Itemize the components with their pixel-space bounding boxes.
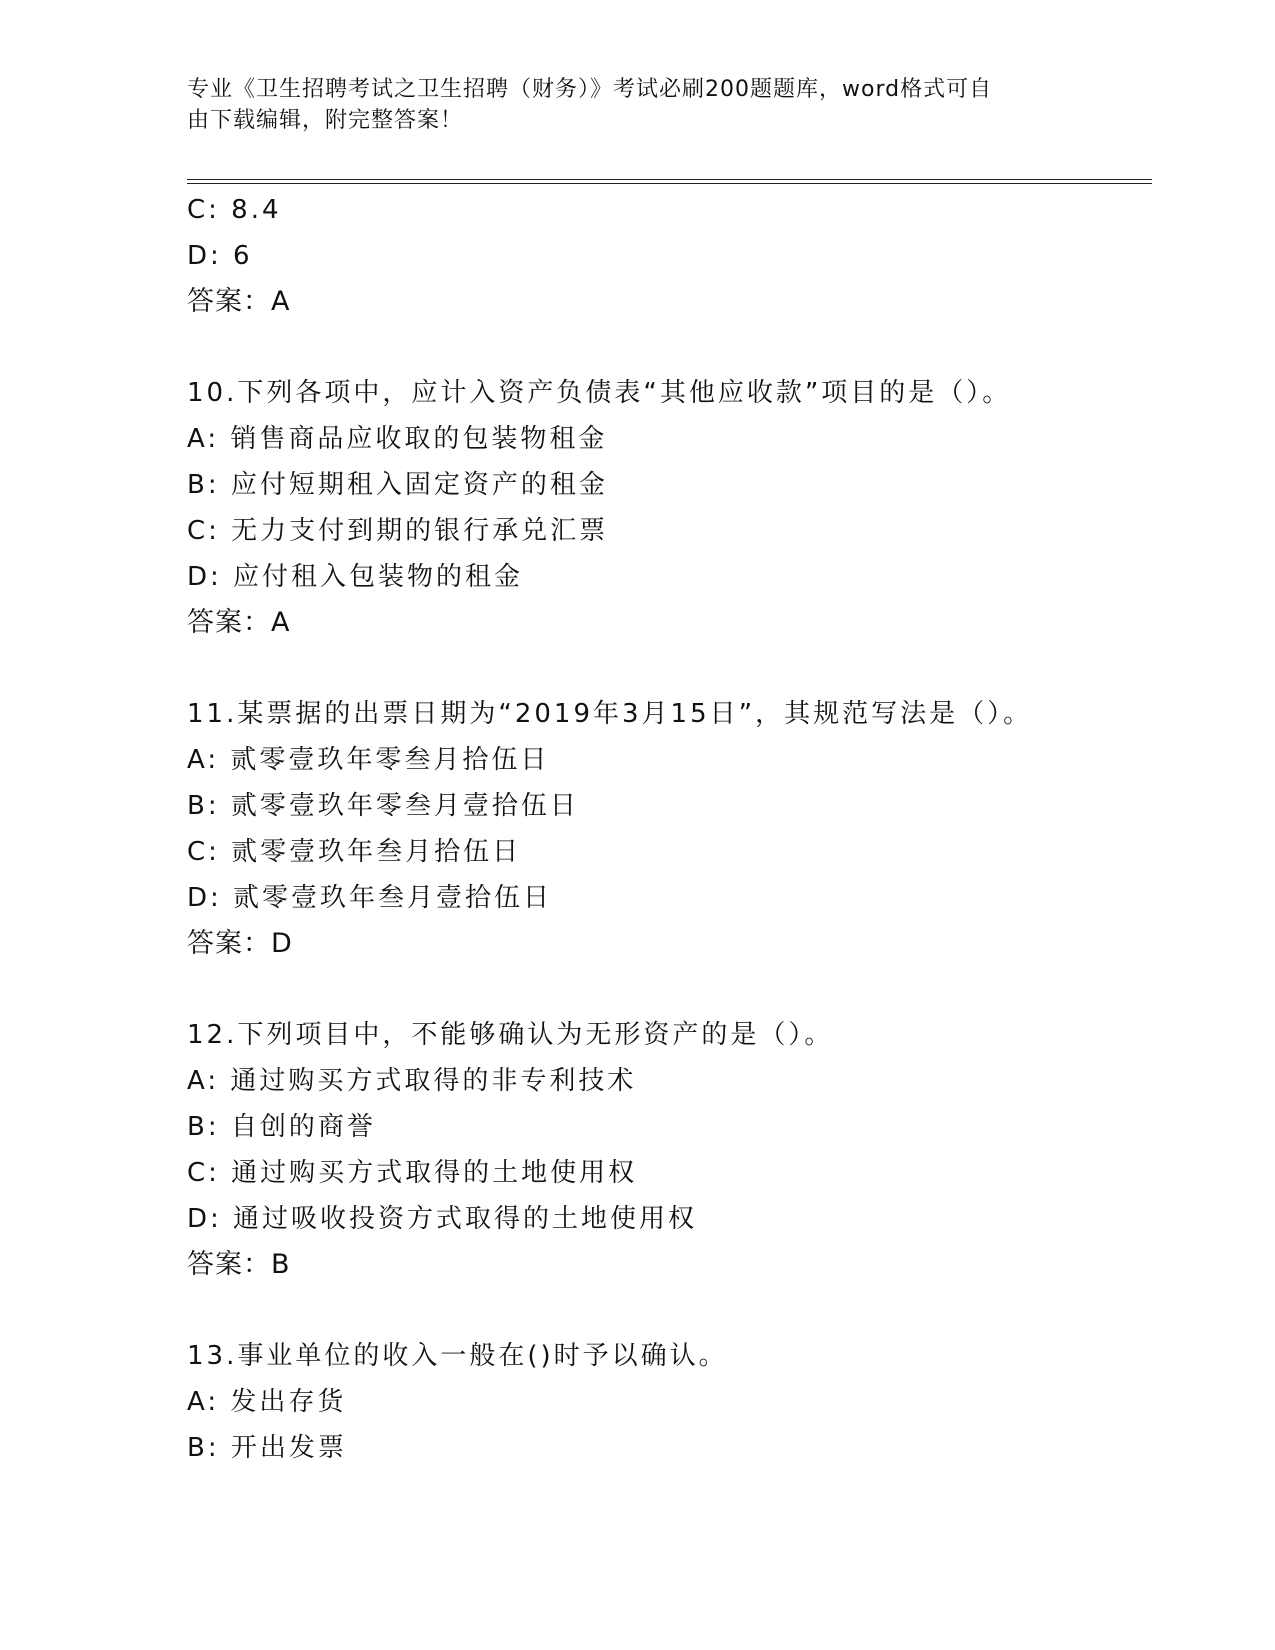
question-stem: 10.下列各项中，应计入资产负债表“其他应收款”项目的是（）。	[187, 378, 1012, 408]
option-b: B: 应付短期租入固定资产的租金	[187, 470, 608, 500]
question-list	[187, 187, 1147, 1471]
question-9-continued	[187, 187, 1147, 325]
option-a: A: 发出存货	[187, 1387, 347, 1417]
header-line-1: 专业《卫生招聘考试之卫生招聘（财务）》考试必刷200题题库，word格式可自	[187, 77, 993, 102]
option-b: B: 贰零壹玖年零叁月壹拾伍日	[187, 791, 579, 821]
answer-line: 答案：A	[187, 607, 291, 638]
spacer	[187, 325, 1147, 370]
question-12	[187, 1012, 1147, 1288]
option-b: B: 开出发票	[187, 1433, 347, 1463]
answer-line: 答案：A	[187, 286, 291, 317]
question-11	[187, 691, 1147, 967]
header-divider-bottom	[187, 183, 1152, 184]
spacer	[187, 646, 1147, 691]
question-stem: 13.事业单位的收入一般在()时予以确认。	[187, 1341, 728, 1371]
question-10	[187, 370, 1147, 646]
option-b: B: 自创的商誉	[187, 1112, 376, 1142]
header-line-2: 由下载编辑，附完整答案！	[187, 108, 464, 133]
answer-line: 答案：B	[187, 1249, 291, 1280]
option-a: A: 贰零壹玖年零叁月拾伍日	[187, 745, 550, 775]
option-d: D: 贰零壹玖年叁月壹拾伍日	[187, 883, 553, 913]
document-header	[187, 74, 1087, 136]
question-13	[187, 1333, 1147, 1471]
question-stem: 11.某票据的出票日期为“2019年3月15日”，其规范写法是（）。	[187, 699, 1033, 729]
header-divider-top	[187, 179, 1152, 180]
option-d: D: 通过吸收投资方式取得的土地使用权	[187, 1204, 698, 1234]
question-stem: 12.下列项目中，不能够确认为无形资产的是（）。	[187, 1020, 834, 1050]
option-a: A: 销售商品应收取的包装物租金	[187, 424, 608, 454]
spacer	[187, 1288, 1147, 1333]
option-c: C: 8.4	[187, 195, 282, 225]
option-c: C: 贰零壹玖年叁月拾伍日	[187, 837, 522, 867]
answer-line: 答案：D	[187, 928, 293, 959]
option-c: C: 无力支付到期的银行承兑汇票	[187, 516, 609, 546]
option-d: D: 应付租入包装物的租金	[187, 562, 524, 592]
option-a: A: 通过购买方式取得的非专利技术	[187, 1066, 637, 1096]
spacer	[187, 967, 1147, 1012]
option-d: D: 6	[187, 241, 253, 271]
option-c: C: 通过购买方式取得的土地使用权	[187, 1158, 638, 1188]
